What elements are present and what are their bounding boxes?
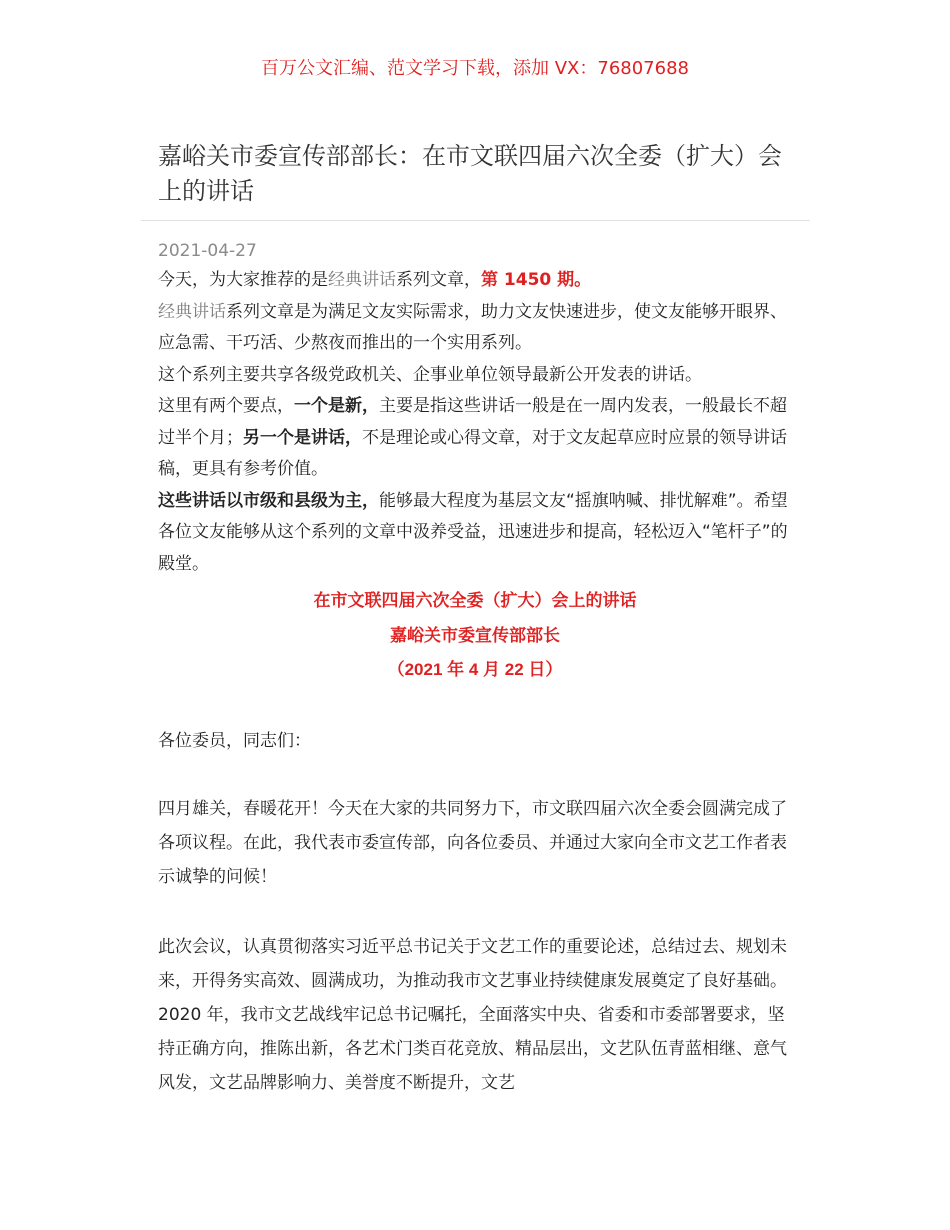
intro-text: 不是理论或心得文章，对于文友起草应时应景的领导讲话稿，更具有参考价值。 — [158, 427, 787, 479]
intro-line-2 — [158, 297, 798, 360]
intro-text: 能够最大程度为基层文友“摇旗呐喊、排忧解难”。希望各位文友能够从这个系列的文章中汲养受益，迅速进步和提高，轻松迈入“笔杆子”的殿堂。 — [158, 490, 788, 574]
intro-text: 今天，为大家推荐的是 — [158, 270, 328, 290]
promo-banner: 百万公文汇编、范文学习下载，添加 VX：76807688 — [261, 58, 689, 79]
speech-date: （2021 年 4 月 22 日） — [387, 660, 563, 679]
publish-date: 2021-04-27 — [158, 241, 257, 261]
series-name: 经典讲话 — [158, 301, 226, 322]
speech-title: 在市文联四届六次全委（扩大）会上的讲话 — [313, 591, 637, 610]
intro-text: 系列文章， — [396, 270, 481, 290]
intro-text: 这里有两个要点， — [158, 396, 294, 416]
intro-text: 系列文章是为满足文友实际需求，助力文友快速进步，使文友能够开眼界、应急需、干巧活、少熬夜而推出的一个实用系列。 — [158, 301, 787, 353]
title-divider — [141, 220, 810, 221]
speech-paragraph-1: 四月雄关，春暖花开！今天在大家的共同努力下，市文联四届六次全委会圆满完成了各项议程。在此，我代表市委宣传部，向各位委员、并通过大家向全市文艺工作者表示诚挚的问候！ — [158, 799, 787, 887]
speaker-title: 嘉峪关市委宣传部部长 — [390, 626, 560, 645]
intro-line-3: 这个系列主要共享各级党政机关、企事业单位领导最新公开发表的讲话。 — [158, 364, 702, 385]
intro-line-5 — [158, 486, 798, 581]
key-point-speech: 另一个是讲话， — [243, 427, 362, 448]
intro-line-4 — [158, 391, 798, 486]
speech-paragraph-2: 此次会议，认真贯彻落实习近平总书记关于文艺工作的重要论述，总结过去、规划未来，开得务实高效、圆满成功，为推动我市文艺事业持续健康发展奠定了良好基础。2020 年，我市文艺战线牢记总书记嘱托，全面落实中央、省委和市委部署要求，坚持正确方向，推陈出新，各艺术门类百花竞放、精品层出，文艺队伍青蓝相继、意气风发，文艺品牌影响力、美誉度不断提升，文艺 — [158, 937, 787, 1093]
key-point-new: 一个是新， — [294, 396, 379, 416]
intro-line-1 — [158, 265, 798, 297]
intro-text: 主要是指这些讲话一般是在一周内发表，一般最长不超过半个月； — [158, 396, 787, 448]
key-point-level: 这些讲话以市级和县级为主， — [158, 490, 379, 511]
issue-number: 第 1450 期。 — [481, 270, 592, 290]
speech-greeting: 各位委员，同志们： — [158, 731, 311, 751]
series-name: 经典讲话 — [328, 270, 396, 290]
series-intro — [158, 265, 798, 580]
article-title: 嘉峪关市委宣传部部长：在市文联四届六次全委（扩大）会上的讲话 — [158, 142, 782, 205]
